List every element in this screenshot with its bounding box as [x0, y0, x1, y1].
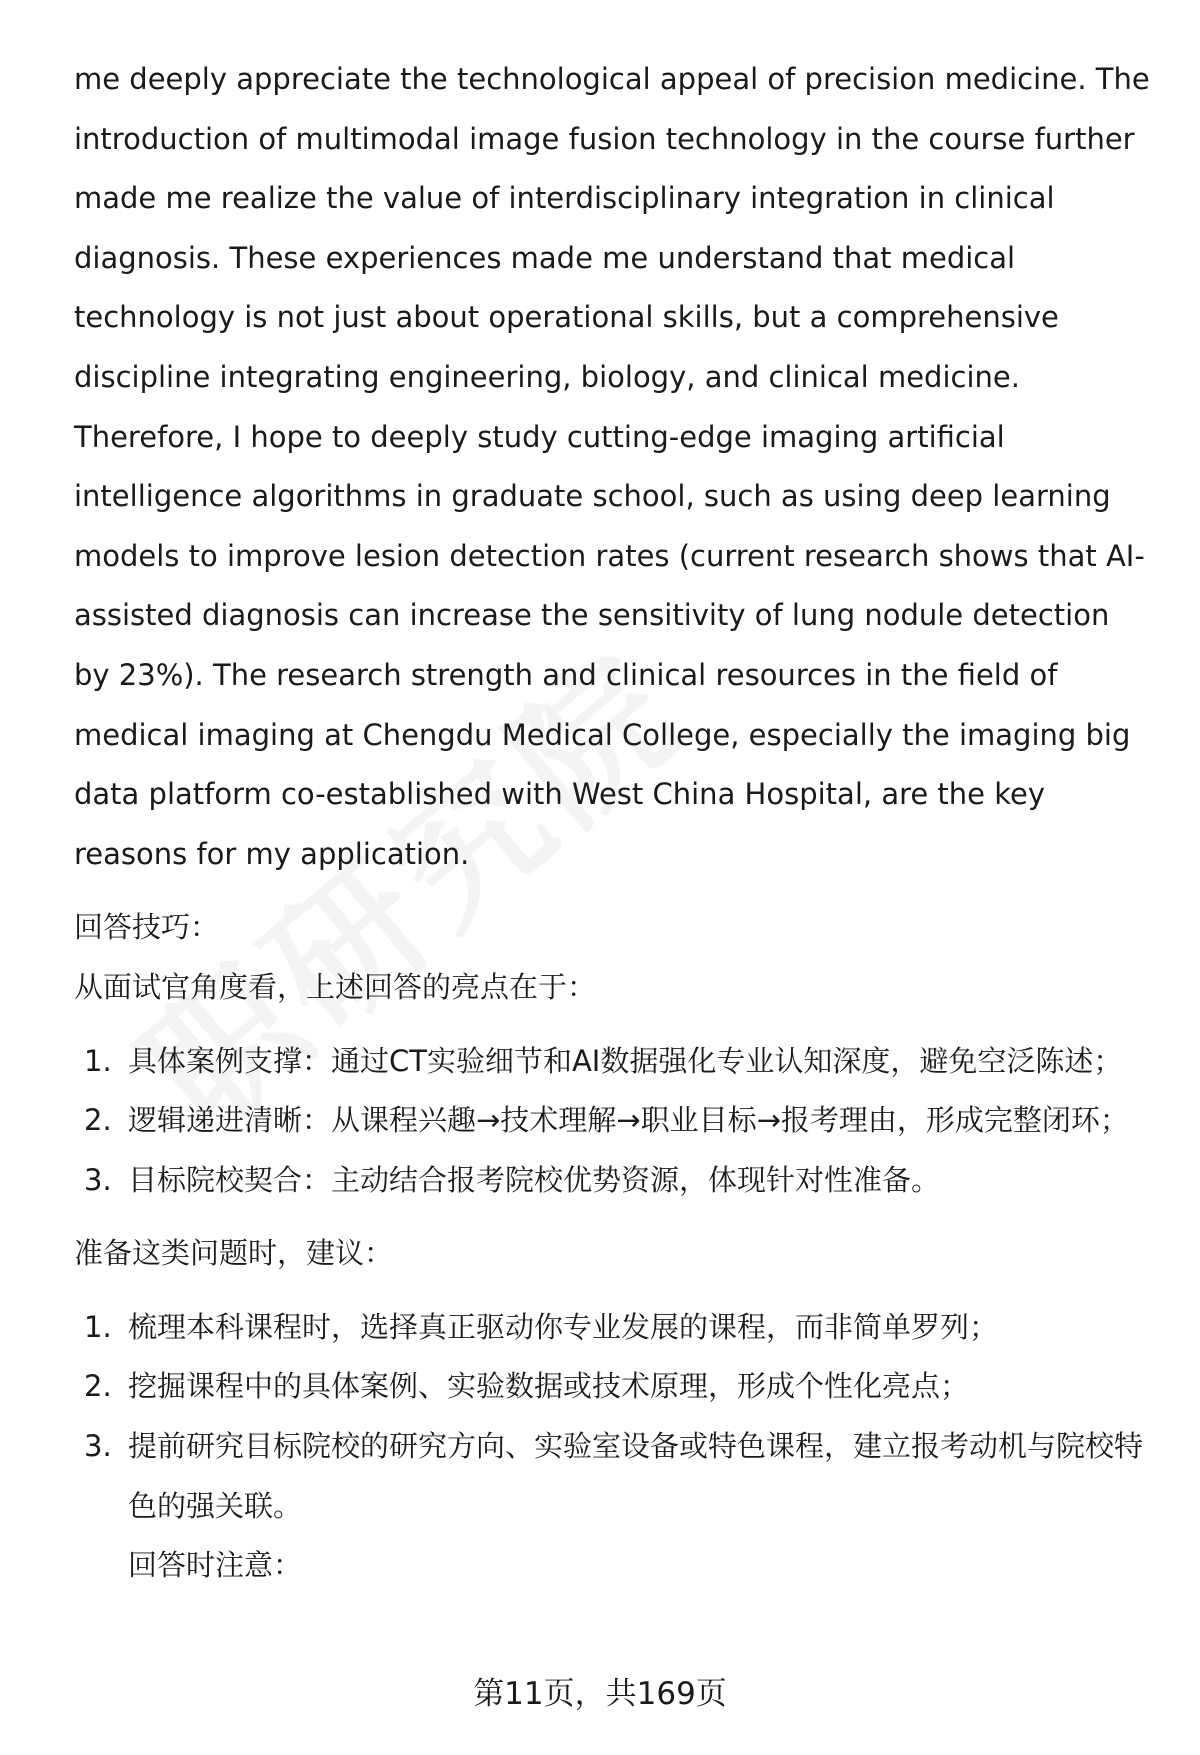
list-text: 具体案例支撑：通过CT实验细节和AI数据强化专业认知深度，避免空泛陈述； — [128, 1043, 1123, 1078]
answer-note: 回答时注意： — [128, 1548, 303, 1583]
advice-list — [74, 1298, 1154, 1536]
list-number: 3. — [84, 1429, 112, 1464]
list-number: 2. — [84, 1369, 112, 1404]
list-number: 2. — [84, 1103, 112, 1138]
list-text: 挖掘课程中的具体案例、实验数据或技术原理，形成个性化亮点； — [128, 1369, 970, 1404]
list-number: 1. — [84, 1309, 112, 1344]
list-item — [74, 1032, 1154, 1092]
list-text: 梳理本科课程时，选择真正驱动你专业发展的课程，而非简单罗列； — [128, 1309, 999, 1344]
advice-heading: 准备这类问题时，建议： — [74, 1236, 394, 1271]
tips-intro: 从面试官角度看，上述回答的亮点在于： — [74, 969, 597, 1004]
list-item — [74, 1091, 1154, 1151]
tips-list — [74, 1032, 1154, 1211]
list-item — [74, 1151, 1154, 1211]
list-item — [74, 1357, 1154, 1417]
page-footer: 第11页，共169页 — [473, 1676, 727, 1712]
list-number: 1. — [84, 1043, 112, 1078]
list-text: 目标院校契合：主动结合报考院校优势资源，体现针对性准备。 — [128, 1162, 941, 1197]
list-item — [74, 1298, 1154, 1358]
tips-heading: 回答技巧： — [74, 910, 220, 945]
body-paragraph: me deeply appreciate the technological appeal of precision medicine. The introduction of multimodal image fusion technology in the course further made me realize the value of interdisciplinary integration in clinical diagnosis. These experiences made me understand that medical technology is not just about operational skills, but a comprehensive discipline integrating engineering, biology, and clinical medicine. Therefore, I hope to deeply study cutting-edge imaging artificial intelligence algorithms in graduate school, such as using deep learning models to improve lesion detection rates (current research shows that AI-assisted diagnosis can increase the sensitivity of lung nodule detection by 23%). The research strength and clinical resources in the field of medical imaging at Chengdu Medical College, especially the imaging big data platform co-established with West China Hospital, are the key reasons for my application. — [74, 62, 1150, 871]
list-number: 3. — [84, 1162, 112, 1197]
list-text: 逻辑递进清晰：从课程兴趣→技术理解→职业目标→报考理由，形成完整闭环； — [128, 1103, 1129, 1138]
list-text: 提前研究目标院校的研究方向、实验室设备或特色课程，建立报考动机与院校特色的强关联。 — [128, 1429, 1144, 1523]
page-content — [74, 50, 1154, 1596]
list-item — [74, 1417, 1154, 1536]
